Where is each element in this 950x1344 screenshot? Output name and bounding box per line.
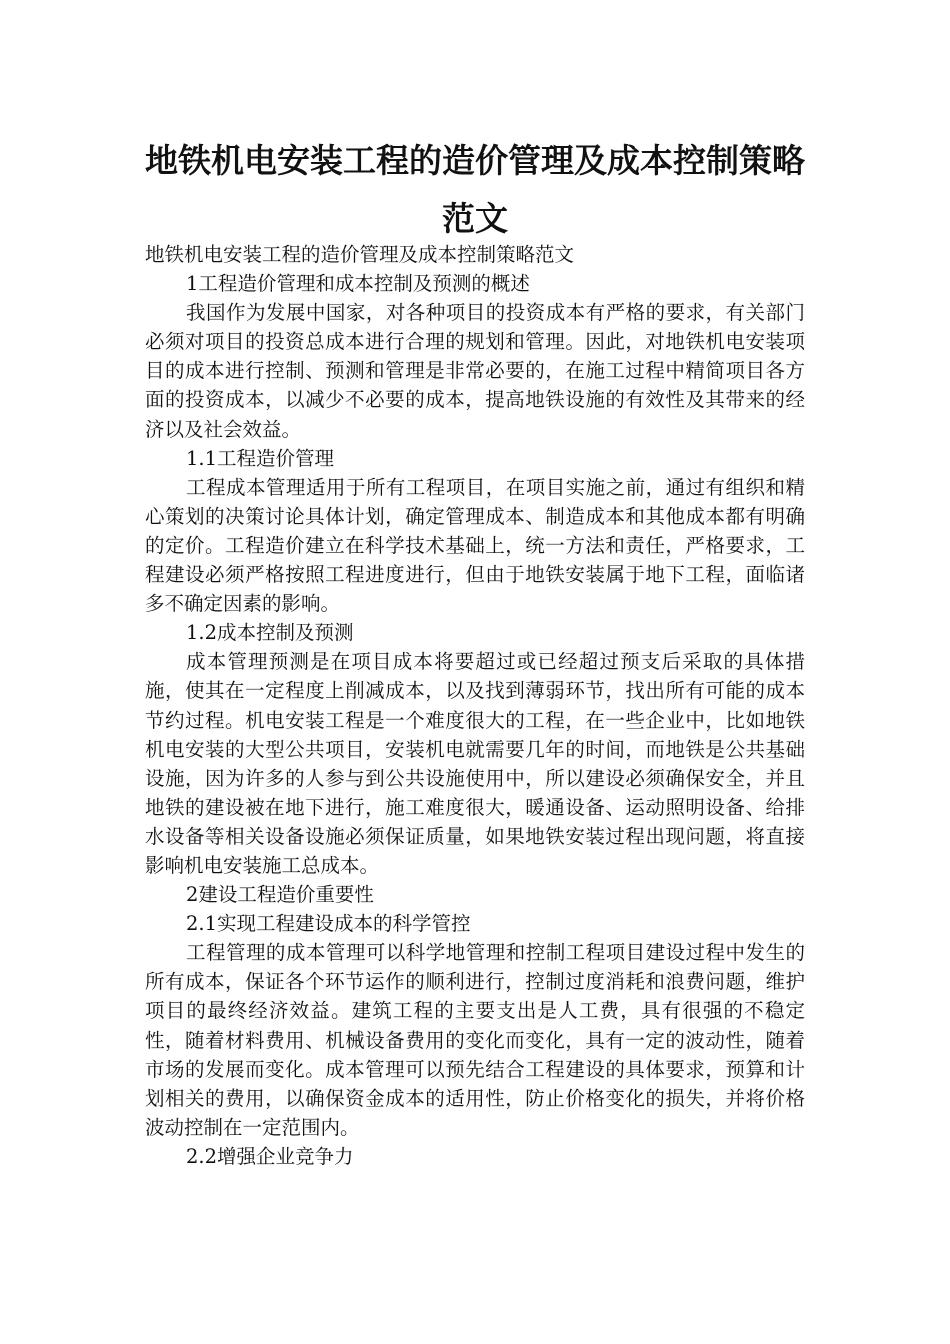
document-title: 地铁机电安装工程的造价管理及成本控制策略范文 [145, 141, 805, 238]
paragraph: 我国作为发展中国家，对各种项目的投资成本有严格的要求，有关部门必须对项目的投资总成本进行合理的规划和管理。因此，对地铁机电安装项目的成本进行控制、预测和管理是非常必要的，在施工过程中精简项目各方面的投资成本，以减少不必要的成本，提高地铁设施的有效性及其带来的经济以及社会效益。 [145, 301, 805, 441]
paragraph: 工程管理的成本管理可以科学地管理和控制工程项目建设过程中发生的所有成本，保证各个环节运作的顺利进行，控制过度消耗和浪费问题，维护项目的最终经济效益。建筑工程的主要支出是人工费，具有很强的不稳定性，随着材料费用、机械设备费用的变化而变化，具有一定的波动性，随着市场的发展而变化。成本管理可以预先结合工程建设的具体要求，预算和计划相关的费用，以确保资金成本的适用性，防止价格变化的损失，并将价格波动控制在一定范围内。 [145, 941, 805, 1139]
paragraph: 2.2增强企业竞争力 [186, 1144, 354, 1168]
paragraph: 1.1工程造价管理 [186, 446, 335, 470]
paragraph: 成本管理预测是在项目成本将要超过或已经超过预支后采取的具体措施，使其在一定程度上削减成本，以及找到薄弱环节，找出所有可能的成本节约过程。机电安装工程是一个难度很大的工程，在一些企业中，比如地铁机电安装的大型公共项目，安装机电就需要几年的时间，而地铁是公共基础设施，因为许多的人参与到公共设施使用中，所以建设必须确保安全，并且地铁的建设被在地下进行，施工难度很大，暖通设备、运动照明设备、给排水设备等相关设备设施必须保证质量，如果地铁安装过程出现问题，将直接影响机电安装施工总成本。 [145, 650, 805, 877]
paragraph: 2建设工程造价重要性 [186, 883, 374, 907]
paragraph: 地铁机电安装工程的造价管理及成本控制策略范文 [145, 243, 575, 266]
paragraph: 工程成本管理适用于所有工程项目，在项目实施之前，通过有组织和精心策划的决策讨论具体计划，确定管理成本、制造成本和其他成本都有明确的定价。工程造价建立在科学技术基础上，统一方法和责任，严格要求，工程建设必须严格按照工程进度进行，但由于地铁安装属于地下工程，面临诸多不确定因素的影响。 [145, 475, 805, 616]
paragraph: 2.1实现工程建设成本的科学管控 [186, 912, 471, 936]
document-body [145, 240, 805, 1171]
paragraph: 1工程造价管理和成本控制及预测的概述 [186, 272, 530, 296]
paragraph: 1.2成本控制及预测 [186, 621, 354, 645]
